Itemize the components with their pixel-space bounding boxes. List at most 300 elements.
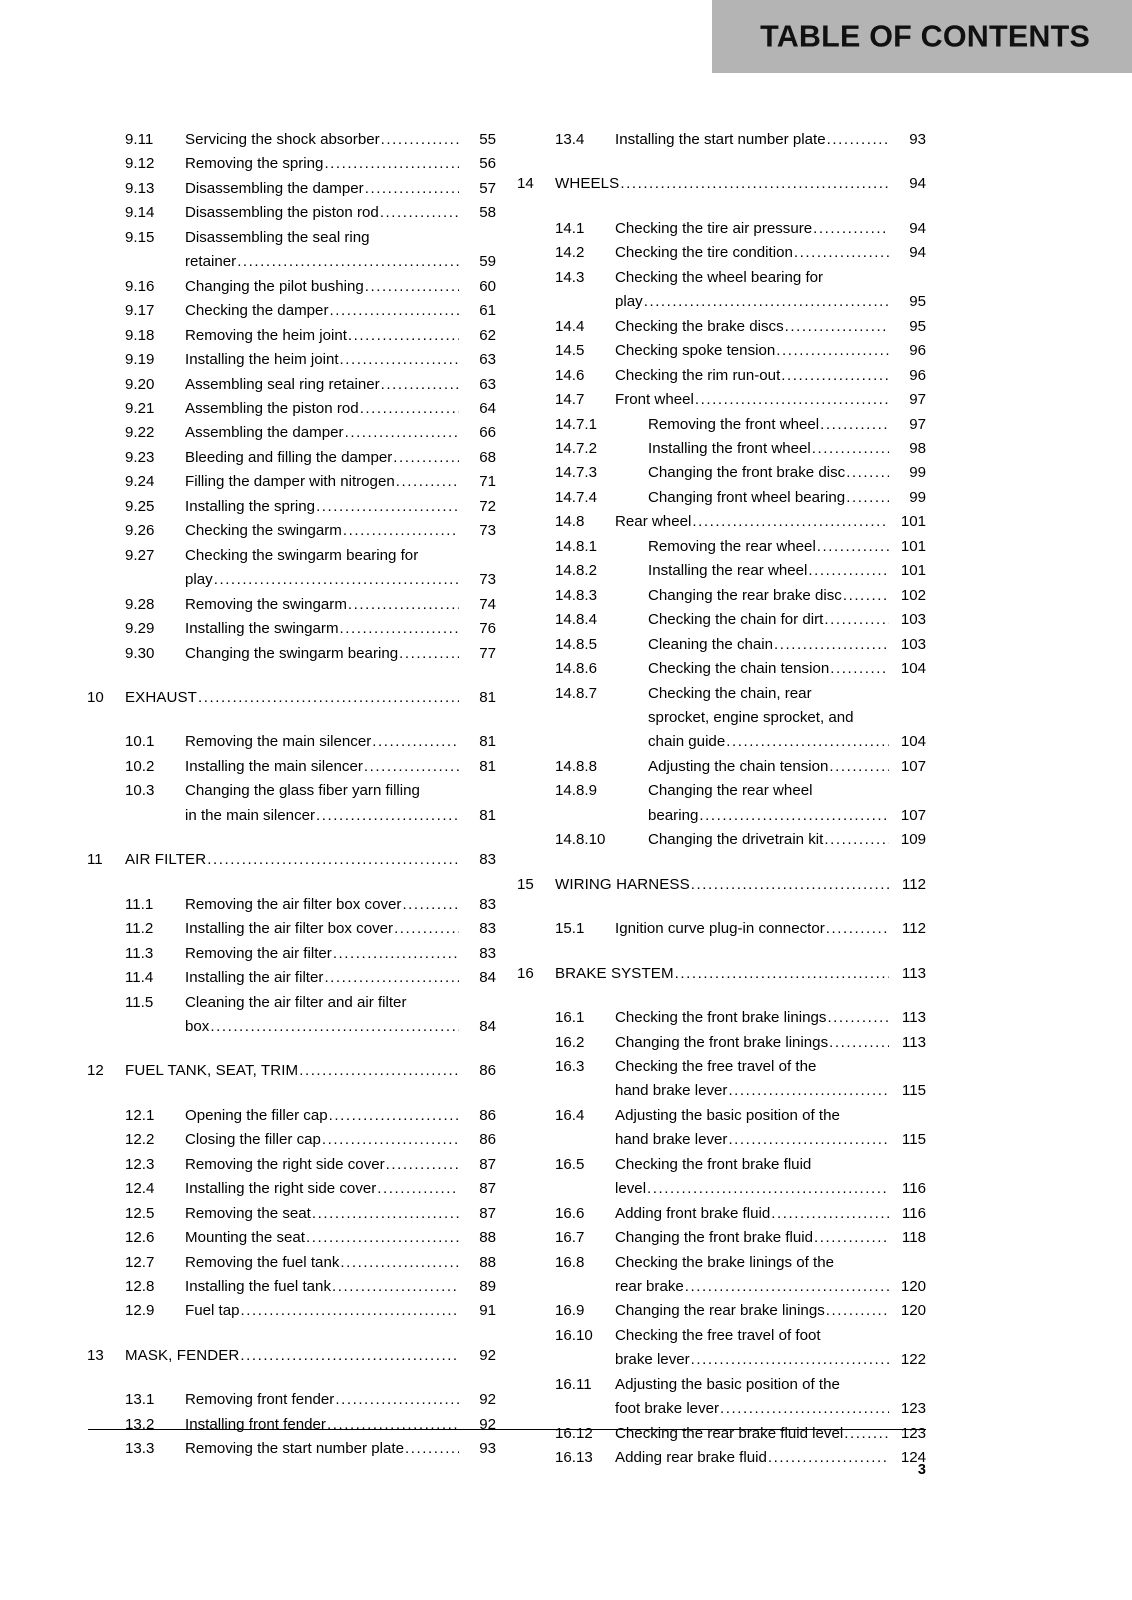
toc-entry-page-number: 123	[900, 1400, 926, 1418]
toc-entry-number: 14.8.8	[555, 757, 597, 775]
toc-entry[interactable]	[87, 177, 496, 201]
toc-entry[interactable]	[87, 1104, 496, 1128]
dot-leader	[340, 1251, 459, 1275]
toc-entry-title: Adjusting the chain tension	[648, 757, 829, 775]
toc-entry-title-wrap	[185, 1226, 459, 1250]
toc-entry[interactable]	[87, 421, 496, 445]
dot-leader	[402, 893, 459, 917]
toc-entry-number: 16.3	[555, 1057, 585, 1075]
toc-entry-continuation[interactable]	[517, 1128, 926, 1152]
toc-entry[interactable]	[87, 1344, 496, 1368]
toc-entry-page-number: 96	[909, 342, 926, 360]
page-title: TABLE OF CONTENTS	[760, 19, 1090, 53]
toc-entry-number: 13.4	[555, 131, 585, 148]
toc-entry-number: 14.8.4	[555, 611, 597, 629]
toc-entry-continuation[interactable]	[87, 568, 496, 592]
toc-entry[interactable]	[517, 461, 926, 485]
toc-entry-page-number: 77	[479, 644, 496, 662]
toc-entry[interactable]	[87, 470, 496, 494]
toc-entry-title-wrap	[185, 1015, 459, 1039]
toc-entry-title-wrap	[185, 299, 459, 323]
toc-entry-page-number: 92	[479, 1346, 496, 1364]
toc-entry-title-wrap	[185, 593, 459, 617]
dot-leader	[728, 1128, 889, 1152]
dot-leader	[396, 470, 459, 494]
dot-leader	[830, 657, 889, 681]
toc-entry-number: 14.7.4	[555, 488, 597, 506]
toc-entry[interactable]	[87, 755, 496, 779]
toc-entry-title: retainer	[185, 253, 237, 271]
toc-entry-title-wrap	[615, 1324, 889, 1348]
toc-entry-continuation[interactable]	[517, 1348, 926, 1372]
dot-leader	[774, 633, 889, 657]
toc-entry-title-wrap	[615, 510, 889, 534]
toc-entry[interactable]	[87, 966, 496, 990]
toc-entry[interactable]	[517, 413, 926, 437]
dot-leader	[207, 848, 459, 872]
toc-entry-title-wrap	[648, 486, 889, 510]
toc-entry-page-number: 97	[909, 415, 926, 433]
toc-entry-page-number: 63	[479, 375, 496, 393]
toc-entry-title: EXHAUST	[125, 688, 197, 706]
toc-entry-title-wrap	[615, 1226, 889, 1250]
toc-entry-title-wrap	[615, 1055, 889, 1079]
toc-entry-title: BRAKE SYSTEM	[555, 964, 674, 982]
toc-entry-title: WIRING HARNESS	[555, 875, 690, 893]
toc-entry-page-number: 99	[909, 488, 926, 506]
toc-entry-page-number: 95	[909, 293, 926, 311]
toc-entry-title: Adding front brake fluid	[615, 1204, 771, 1222]
toc-entry[interactable]	[517, 873, 926, 897]
toc-entry-number: 12.6	[125, 1229, 155, 1247]
toc-entry-title: Changing the front brake disc	[648, 464, 846, 482]
toc-entry-title-wrap	[185, 1177, 459, 1201]
toc-entry[interactable]	[517, 437, 926, 461]
toc-entry-title: Bleeding and filling the damper	[185, 448, 393, 466]
toc-entry[interactable]	[87, 275, 496, 299]
toc-entry[interactable]	[517, 828, 926, 852]
toc-entry[interactable]	[517, 1324, 926, 1348]
toc-entry-page-number: 73	[479, 571, 496, 589]
toc-entry-title-wrap	[125, 1344, 459, 1368]
toc-entry[interactable]	[87, 593, 496, 617]
toc-entry-page-number: 94	[909, 244, 926, 262]
toc-entry-title: WHEELS	[555, 175, 620, 193]
dot-leader	[824, 828, 889, 852]
toc-entry-number: 14.8.1	[555, 537, 597, 555]
toc-entry-page-number: 58	[479, 204, 496, 222]
toc-entry-number: 9.21	[125, 399, 155, 417]
toc-entry-title: FUEL TANK, SEAT, TRIM	[125, 1062, 299, 1080]
toc-entry-title-wrap	[615, 1275, 889, 1299]
toc-entry-title: Removing the main silencer	[185, 733, 372, 751]
toc-entry-number: 12.1	[125, 1106, 155, 1124]
toc-entry-page-number: 57	[479, 179, 496, 197]
toc-entry-number: 12	[87, 1062, 104, 1080]
toc-entry-continuation[interactable]	[517, 1275, 926, 1299]
toc-entry-title: Installing the start number plate	[615, 131, 826, 148]
toc-entry[interactable]	[517, 1226, 926, 1250]
toc-entry-number: 14.7.1	[555, 415, 597, 433]
toc-entry-title-wrap	[185, 642, 459, 666]
toc-entry[interactable]	[517, 128, 926, 152]
toc-entry-title-wrap	[615, 128, 889, 152]
toc-entry-page-number: 103	[900, 611, 926, 629]
dot-leader	[306, 1226, 459, 1250]
toc-entry-title-wrap	[648, 730, 889, 754]
toc-entry-title: Checking the rear brake fluid level	[615, 1424, 844, 1442]
toc-entry-title: Checking spoke tension	[615, 342, 776, 360]
toc-entry[interactable]	[87, 446, 496, 470]
toc-entry-page-number: 97	[909, 391, 926, 409]
dot-leader	[360, 397, 459, 421]
toc-entry-title: Removing the start number plate	[185, 1440, 404, 1458]
toc-entry[interactable]	[87, 1275, 496, 1299]
toc-entry-title-wrap	[615, 217, 889, 241]
toc-entry-title-wrap	[185, 755, 459, 779]
dot-leader	[824, 608, 889, 632]
toc-entry-number: 12.3	[125, 1155, 155, 1173]
toc-entry-title: Servicing the shock absorber	[185, 131, 380, 148]
toc-entry-title-wrap	[125, 1059, 459, 1083]
toc-entry-page-number: 109	[900, 831, 926, 849]
toc-entry[interactable]	[517, 1299, 926, 1323]
toc-entry-continuation[interactable]	[517, 706, 926, 730]
toc-entry-page-number: 122	[900, 1351, 926, 1369]
toc-entry[interactable]	[517, 1373, 926, 1397]
toc-entry-title: AIR FILTER	[125, 851, 207, 869]
toc-entry[interactable]	[517, 1055, 926, 1079]
toc-entry-title: level	[615, 1180, 647, 1198]
toc-entry[interactable]	[87, 1437, 496, 1461]
toc-entry[interactable]	[517, 755, 926, 779]
toc-entry-number: 10	[87, 688, 104, 706]
toc-entry[interactable]	[87, 642, 496, 666]
dot-leader	[348, 324, 459, 348]
toc-entry[interactable]	[517, 1422, 926, 1446]
toc-entry[interactable]	[87, 848, 496, 872]
toc-entry-number: 16.9	[555, 1302, 585, 1320]
toc-entry[interactable]	[517, 779, 926, 803]
toc-entry-title-wrap	[185, 152, 459, 176]
toc-entry-number: 9.22	[125, 424, 155, 442]
toc-entry-title: Changing the front brake linings	[615, 1033, 829, 1051]
dot-leader	[685, 1275, 889, 1299]
toc-entry-title: box	[185, 1017, 210, 1035]
toc-entry[interactable]	[517, 241, 926, 265]
dot-leader	[365, 275, 459, 299]
toc-entry-number: 14.8	[555, 513, 585, 531]
toc-entry-continuation[interactable]	[517, 1397, 926, 1421]
toc-entry[interactable]	[517, 535, 926, 559]
toc-entry[interactable]	[87, 686, 496, 710]
dot-leader	[312, 1202, 459, 1226]
dot-leader	[324, 152, 459, 176]
toc-entry-page-number: 87	[479, 1204, 496, 1222]
toc-entry-number: 16.4	[555, 1106, 585, 1124]
toc-entry-continuation[interactable]	[87, 1015, 496, 1039]
toc-entry-page-number: 102	[900, 586, 926, 604]
toc-entry-number: 9.13	[125, 179, 155, 197]
dot-leader	[827, 1006, 889, 1030]
toc-entry-continuation[interactable]	[517, 1177, 926, 1201]
toc-entry-title-wrap	[648, 437, 889, 461]
toc-entry[interactable]	[87, 1059, 496, 1083]
toc-entry-title: Installing the air filter box cover	[185, 920, 394, 938]
toc-entry-number: 10.1	[125, 733, 155, 751]
toc-entry-page-number: 63	[479, 351, 496, 369]
toc-entry-title-wrap	[185, 568, 459, 592]
toc-entry[interactable]	[87, 1299, 496, 1323]
toc-entry-title-wrap	[648, 804, 889, 828]
toc-entry-number: 14	[517, 175, 534, 193]
toc-entry-title-wrap	[185, 470, 459, 494]
toc-entry-continuation[interactable]	[517, 1079, 926, 1103]
toc-entry-number: 14.5	[555, 342, 585, 360]
toc-entry-title-wrap	[555, 172, 889, 196]
toc-entry-title-wrap	[615, 1153, 889, 1177]
dot-leader	[813, 217, 889, 241]
toc-entry[interactable]	[87, 1128, 496, 1152]
toc-entry[interactable]	[87, 942, 496, 966]
toc-entry-page-number: 55	[479, 131, 496, 148]
toc-entry[interactable]	[517, 657, 926, 681]
toc-entry-continuation[interactable]	[517, 290, 926, 314]
toc-entry-title-wrap	[185, 226, 459, 250]
toc-entry-title: Removing the fuel tank	[185, 1253, 340, 1271]
toc-entry[interactable]	[87, 544, 496, 568]
toc-entry[interactable]	[517, 364, 926, 388]
toc-entry-title: Changing the rear brake linings	[615, 1302, 825, 1320]
toc-entry-title-wrap	[185, 275, 459, 299]
header-banner	[712, 0, 1132, 73]
toc-entry-continuation[interactable]	[87, 250, 496, 274]
toc-entry[interactable]	[87, 226, 496, 250]
toc-entry-continuation[interactable]	[517, 730, 926, 754]
dot-leader	[364, 755, 459, 779]
dot-leader	[340, 348, 459, 372]
toc-entry[interactable]	[87, 730, 496, 754]
toc-entry-title-wrap	[615, 917, 889, 941]
toc-entry-title: Checking the damper	[185, 302, 329, 320]
toc-entry[interactable]	[87, 519, 496, 543]
toc-entry-page-number: 104	[900, 660, 926, 678]
toc-entry[interactable]	[517, 1446, 926, 1470]
dot-leader	[692, 510, 889, 534]
toc-entry-page-number: 98	[909, 439, 926, 457]
dot-leader	[335, 1388, 459, 1412]
toc-entry[interactable]	[517, 486, 926, 510]
toc-entry-title-wrap	[185, 324, 459, 348]
toc-entry[interactable]	[517, 388, 926, 412]
toc-entry-title: Checking the brake linings of the	[615, 1253, 834, 1271]
toc-entry-title-wrap	[555, 962, 889, 986]
toc-entry[interactable]	[87, 917, 496, 941]
toc-entry[interactable]	[87, 324, 496, 348]
toc-entry-page-number: 95	[909, 317, 926, 335]
toc-entry[interactable]	[87, 1251, 496, 1275]
toc-entry-number: 9.19	[125, 351, 155, 369]
toc-entry[interactable]	[87, 1153, 496, 1177]
toc-entry-title-wrap	[615, 290, 889, 314]
toc-entry-number: 12.5	[125, 1204, 155, 1222]
toc-entry-number: 14.8.9	[555, 782, 597, 800]
toc-entry-title: Checking the brake discs	[615, 317, 784, 335]
toc-entry-title: Removing front fender	[185, 1391, 335, 1409]
dot-leader	[829, 1031, 889, 1055]
toc-entry-page-number: 61	[479, 302, 496, 320]
toc-entry-number: 14.3	[555, 268, 585, 286]
toc-entry[interactable]	[517, 1202, 926, 1226]
toc-entry[interactable]	[517, 510, 926, 534]
toc-entry-title-wrap	[185, 1128, 459, 1152]
toc-entry[interactable]	[517, 633, 926, 657]
toc-entry-title-wrap	[648, 706, 889, 730]
toc-entry[interactable]	[87, 1177, 496, 1201]
toc-entry-title-wrap	[648, 633, 889, 657]
toc-entry-page-number: 96	[909, 366, 926, 384]
toc-entry-page-number: 83	[479, 920, 496, 938]
toc-entry-continuation[interactable]	[87, 804, 496, 828]
toc-entry[interactable]	[517, 217, 926, 241]
toc-entry[interactable]	[517, 682, 926, 706]
dot-leader	[381, 128, 459, 152]
toc-entry-page-number: 118	[901, 1229, 926, 1247]
dot-leader	[827, 128, 889, 152]
toc-entry-page-number: 123	[900, 1424, 926, 1442]
toc-entry-title: Removing the air filter box cover	[185, 895, 402, 913]
toc-entry-title: Adjusting the basic position of the	[615, 1106, 840, 1124]
toc-entry[interactable]	[87, 617, 496, 641]
toc-entry-number: 12.7	[125, 1253, 155, 1271]
toc-entry-number: 16	[517, 964, 534, 982]
toc-entry-page-number: 115	[901, 1082, 926, 1100]
toc-entry[interactable]	[517, 1251, 926, 1275]
dot-leader	[771, 1202, 889, 1226]
toc-entry-number: 9.20	[125, 375, 155, 393]
toc-entry-title: Checking the tire condition	[615, 244, 793, 262]
toc-entry-number: 9.29	[125, 620, 155, 638]
toc-entry-number: 15	[517, 875, 534, 893]
toc-entry-title: Removing the right side cover	[185, 1155, 385, 1173]
toc-entry[interactable]	[87, 893, 496, 917]
dot-leader	[405, 1437, 459, 1461]
toc-entry-continuation[interactable]	[517, 804, 926, 828]
toc-entry[interactable]	[517, 559, 926, 583]
toc-entry[interactable]	[517, 1153, 926, 1177]
dot-leader	[814, 1226, 889, 1250]
footer-page-number: 3	[917, 1462, 926, 1478]
toc-entry[interactable]	[87, 779, 496, 803]
toc-entry[interactable]	[517, 1031, 926, 1055]
toc-entry-page-number: 81	[479, 733, 496, 751]
toc-entry[interactable]	[87, 373, 496, 397]
toc-entry[interactable]	[87, 1202, 496, 1226]
toc-entry[interactable]	[87, 128, 496, 152]
toc-entry-number: 14.8.10	[555, 831, 606, 849]
toc-column-right	[517, 128, 926, 1471]
dot-leader	[240, 1344, 459, 1368]
toc-entry[interactable]	[517, 1006, 926, 1030]
toc-entry-number: 9.28	[125, 595, 155, 613]
dot-leader	[781, 364, 889, 388]
toc-entry-title-wrap	[185, 397, 459, 421]
toc-entry[interactable]	[87, 1388, 496, 1412]
toc-entry[interactable]	[87, 397, 496, 421]
toc-entry-title: Checking the rim run-out	[615, 366, 781, 384]
toc-entry-title: hand brake lever	[615, 1082, 728, 1100]
toc-entry-number: 10.2	[125, 757, 155, 775]
toc-entry-title: Adjusting the basic position of the	[615, 1375, 840, 1393]
toc-entry-page-number: 83	[479, 895, 496, 913]
toc-entry[interactable]	[517, 315, 926, 339]
toc-entry[interactable]	[87, 152, 496, 176]
toc-entry-page-number: 86	[479, 1131, 496, 1149]
toc-entry-title: Disassembling the seal ring	[185, 228, 370, 246]
toc-entry-title-wrap	[615, 1348, 889, 1372]
dot-leader	[829, 755, 889, 779]
toc-entry[interactable]	[517, 584, 926, 608]
dot-leader	[817, 535, 889, 559]
toc-entry[interactable]	[517, 1104, 926, 1128]
toc-entry-title: Removing the spring	[185, 155, 324, 173]
toc-entry[interactable]	[87, 991, 496, 1015]
toc-entry-title-wrap	[615, 339, 889, 363]
toc-entry-title: play	[615, 293, 643, 311]
toc-entry-title-wrap	[648, 779, 889, 803]
toc-entry-number: 9.16	[125, 277, 155, 295]
dot-leader	[812, 437, 889, 461]
toc-entry-title-wrap	[615, 1299, 889, 1323]
toc-entry-title: Changing the glass fiber yarn filling	[185, 782, 420, 800]
toc-entry[interactable]	[517, 962, 926, 986]
toc-entry-title: play	[185, 571, 213, 589]
toc-entry-title: Cleaning the chain	[648, 635, 774, 653]
toc-entry-number: 11	[87, 851, 103, 869]
dot-leader	[399, 642, 459, 666]
toc-entry[interactable]	[517, 917, 926, 941]
toc-entry-title-wrap	[648, 413, 889, 437]
toc-entry-title: Installing the front wheel	[648, 439, 811, 457]
dot-leader	[237, 250, 459, 274]
toc-entry-title-wrap	[648, 461, 889, 485]
dot-leader	[380, 201, 459, 225]
toc-entry[interactable]	[87, 1226, 496, 1250]
toc-entry-page-number: 101	[900, 513, 926, 531]
toc-entry-page-number: 88	[479, 1229, 496, 1247]
toc-entry-title: Removing the rear wheel	[648, 537, 816, 555]
toc-entry-page-number: 115	[901, 1131, 926, 1149]
toc-entry[interactable]	[517, 266, 926, 290]
toc-entry-title-wrap	[648, 755, 889, 779]
toc-entry-title: Checking the free travel of foot	[615, 1326, 821, 1344]
toc-entry-title-wrap	[185, 1251, 459, 1275]
toc-entry[interactable]	[87, 201, 496, 225]
toc-entry-number: 14.2	[555, 244, 585, 262]
toc-entry[interactable]	[517, 339, 926, 363]
toc-entry[interactable]	[87, 348, 496, 372]
toc-entry[interactable]	[517, 172, 926, 196]
dot-leader	[843, 584, 889, 608]
toc-entry-page-number: 92	[479, 1391, 496, 1409]
toc-entry-page-number: 93	[479, 1440, 496, 1458]
toc-entry[interactable]	[87, 299, 496, 323]
toc-entry[interactable]	[87, 495, 496, 519]
toc-entry-title: Removing the swingarm	[185, 595, 347, 613]
toc-entry[interactable]	[87, 1413, 496, 1437]
toc-entry-page-number: 113	[901, 1033, 926, 1051]
toc-entry[interactable]	[517, 608, 926, 632]
